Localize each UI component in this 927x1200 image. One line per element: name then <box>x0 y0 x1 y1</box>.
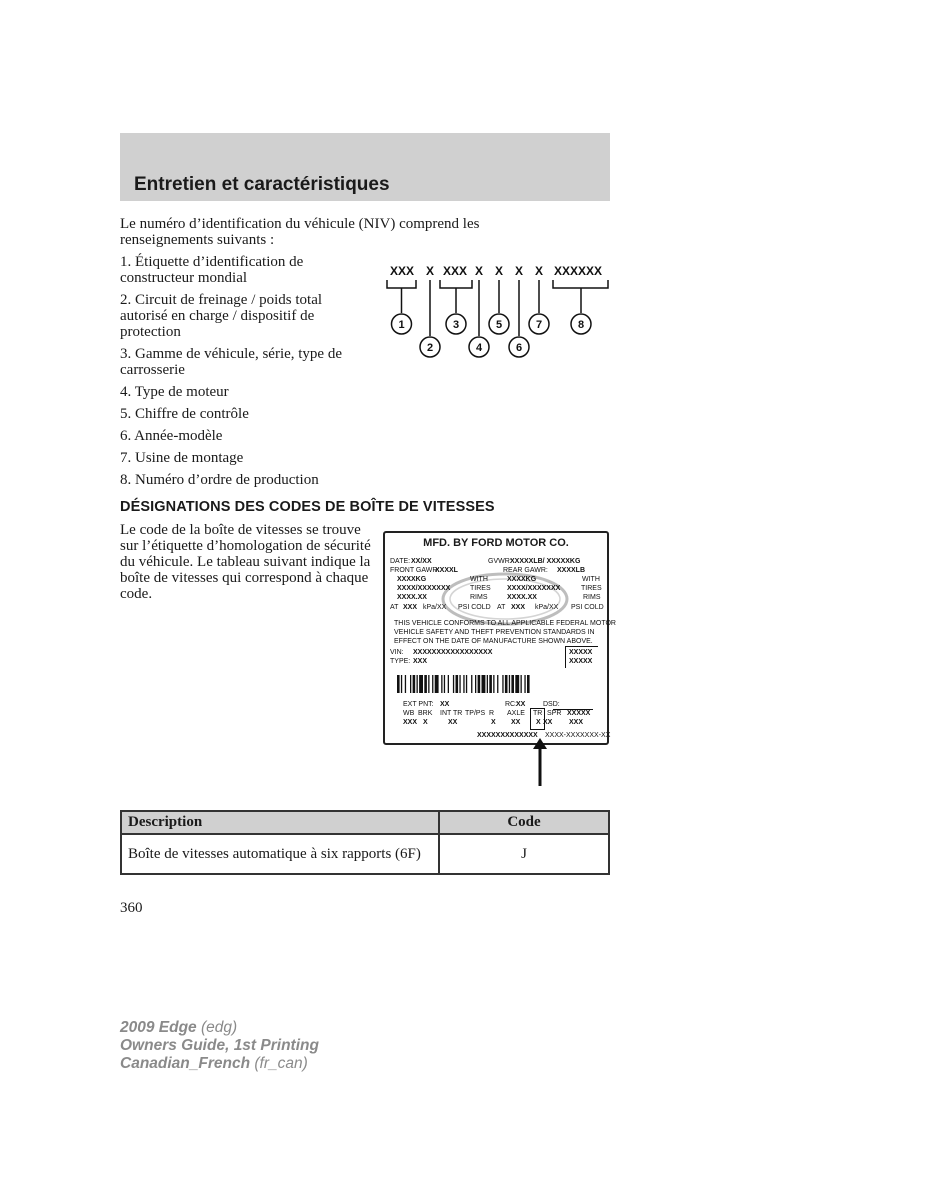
bottom-part-number: XXXX-XXXXXXX-XX <box>545 732 611 739</box>
psi-cold-rear: PSI COLD <box>571 604 604 611</box>
rear-pressure-kpa: XXX <box>511 604 526 611</box>
ext-pnt-label: EXT PNT: <box>403 701 434 708</box>
rear-kg-value: XXXXKG <box>507 576 537 583</box>
barcode-bar <box>417 675 418 693</box>
vin-group-1: XXX <box>390 264 415 278</box>
section-title: Entretien et caractéristiques <box>134 174 390 195</box>
barcode-bar <box>475 675 476 693</box>
list-item: 1. Étiquette d’identification de constructeur mondial <box>120 254 304 286</box>
gvwr-value: XXXXXLB/ XXXXXKG <box>510 558 581 565</box>
callout-1: 1 <box>398 319 405 331</box>
barcode-bar <box>524 675 525 693</box>
transmission-heading: DÉSIGNATIONS DES CODES DE BOÎTE DE VITESSES <box>120 499 495 515</box>
at-label-front: AT <box>390 604 399 611</box>
table-header-row <box>121 811 609 834</box>
rear-gawr-label: REAR GAWR: <box>503 567 548 574</box>
list-item: 6. Année-modèle <box>120 428 223 444</box>
rc-label: RC: <box>505 701 518 708</box>
barcode-bar <box>444 675 445 693</box>
barcode-bar <box>463 675 464 693</box>
transmission-code-table <box>120 810 610 875</box>
front-rims-value: XXXX.XX <box>397 594 427 601</box>
transmission-code-arrow-icon <box>528 738 552 788</box>
list-item: 8. Numéro d’ordre de production <box>120 472 319 488</box>
code-box-line-2: XXXXX <box>569 658 593 665</box>
list-item: 7. Usine de montage <box>120 450 244 466</box>
footer-model-code: (edg) <box>201 1019 238 1036</box>
psi-cold-front: PSI COLD <box>458 604 491 611</box>
section-header-band <box>120 133 610 201</box>
with-label-front: WITH <box>470 576 488 583</box>
barcode-bar <box>505 675 508 693</box>
rims-label-front: RIMS <box>470 594 488 601</box>
codes-extra-value: XXXXX <box>567 710 591 717</box>
barcode-bar <box>410 675 411 693</box>
barcode-bar <box>509 675 510 693</box>
barcode-bar <box>441 675 442 693</box>
column-header-description: Description <box>121 811 439 834</box>
tr-value: X <box>536 719 541 726</box>
vin-label: VIN: <box>390 649 404 656</box>
ext-pnt-value: XX <box>440 701 450 708</box>
vin-value: XXXXXXXXXXXXXXXXX <box>413 649 493 656</box>
date-value: XX/XX <box>411 558 432 565</box>
barcode-bar <box>459 675 460 693</box>
axle-label: AXLE <box>507 710 525 717</box>
wb-value: XXX <box>403 719 418 726</box>
footer-line-model <box>120 1019 319 1037</box>
barcode-bar <box>424 675 427 693</box>
callout-2: 2 <box>426 342 434 354</box>
barcode-bar <box>397 675 400 693</box>
code-box-line-1: XXXXX <box>569 649 593 656</box>
barcode-bar <box>428 675 429 693</box>
vin-group-5: X <box>495 264 504 278</box>
dsd-label: DSD: <box>543 701 560 708</box>
cell-description: Boîte de vitesses automatique à six rapports (6F) <box>121 834 439 874</box>
int-tr-value: XX <box>448 719 458 726</box>
list-item: 5. Chiffre de contrôle <box>120 406 249 422</box>
transmission-code-highlight <box>530 708 545 730</box>
certification-label <box>383 531 616 745</box>
page-number: 360 <box>120 900 143 916</box>
gvwr-label: GVWR: <box>488 558 512 565</box>
callout-3: 3 <box>452 319 460 331</box>
vin-group-3: XXX <box>443 264 468 278</box>
vin-group-7: X <box>535 264 544 278</box>
at-label-rear: AT <box>497 604 506 611</box>
callout-4: 4 <box>475 342 483 354</box>
spr-value: XX <box>543 719 553 726</box>
front-tires-value: XXXX/XXXXXXX <box>397 585 451 592</box>
tires-label-front: TIRES <box>470 585 491 592</box>
barcode-bar <box>478 675 481 693</box>
type-label: TYPE: <box>390 658 411 665</box>
barcode-bar <box>521 675 522 693</box>
int-tr-label: INT TR <box>440 710 463 717</box>
vin-diagram <box>378 258 618 363</box>
rc-value: XX <box>516 701 526 708</box>
barcode-bar <box>487 675 488 693</box>
rear-pressure-unit: kPa/XX <box>535 604 559 611</box>
barcode-bar <box>489 675 492 693</box>
rear-tires-value: XXXX/XXXXXXX <box>507 585 561 592</box>
brk-label: BRK <box>418 710 433 717</box>
extra-value: XXX <box>569 719 584 726</box>
tires-label-rear: TIRES <box>581 585 602 592</box>
footer-language-code: (fr_can) <box>254 1055 308 1072</box>
transmission-paragraph: Le code de la boîte de vitesses se trouve sur l’étiquette d’homologation de sécurité du véhicule. Le tableau suivant indique la boîte de vitesses qui correspond à chaque code. <box>120 522 371 602</box>
barcode <box>397 675 597 695</box>
callout-8: 8 <box>577 319 585 331</box>
cell-code: J <box>439 834 609 874</box>
barcode-bar <box>456 675 459 693</box>
conformity-line-2: VEHICLE SAFETY AND THEFT PREVENTION STANDARDS IN <box>394 629 595 636</box>
with-label-rear: WITH <box>582 576 600 583</box>
barcode-bar <box>515 675 519 693</box>
bottom-serial: XXXXXXXXXXXXX <box>477 732 538 739</box>
barcode-bar <box>527 675 530 693</box>
spr-label: SPR <box>547 710 562 717</box>
conformity-line-3: EFFECT ON THE DATE OF MANUFACTURE SHOWN ABOVE. <box>394 638 593 645</box>
r-value: X <box>491 719 496 726</box>
footer-model: 2009 Edge <box>120 1019 197 1036</box>
callout-5: 5 <box>495 319 503 331</box>
barcode-bar <box>405 675 406 693</box>
list-item: 3. Gamme de véhicule, série, type de carrosserie <box>120 346 342 378</box>
rims-label-rear: RIMS <box>583 594 601 601</box>
footer-line-language <box>120 1055 319 1073</box>
barcode-bar <box>453 675 454 693</box>
barcode-bar <box>511 675 514 693</box>
type-value: XXX <box>413 658 428 665</box>
front-pressure-unit: kPa/XX <box>423 604 447 611</box>
vin-component-list <box>120 254 365 494</box>
callout-6: 6 <box>515 342 523 354</box>
barcode-bar <box>413 675 416 693</box>
barcode-bar <box>419 675 423 693</box>
rear-gawr-value: XXXXLB <box>557 567 586 574</box>
brk-value: X <box>423 719 428 726</box>
rear-rims-value: XXXX.XX <box>507 594 537 601</box>
barcode-bar <box>466 675 467 693</box>
footer-edition-info <box>120 1019 319 1073</box>
intro-paragraph: Le numéro d’identification du véhicule (NIV) comprend les renseignements suivants : <box>120 216 480 248</box>
barcode-bar <box>435 675 439 693</box>
barcode-bar <box>502 675 503 693</box>
barcode-bar <box>448 675 449 693</box>
barcode-bar <box>493 675 494 693</box>
front-gawr-label: FRONT GAWR: <box>390 567 440 574</box>
date-label: DATE: <box>390 558 411 565</box>
front-kg-value: XXXXKG <box>397 576 427 583</box>
list-item: 2. Circuit de freinage / poids total autorisé en charge / dispositif de protection <box>120 292 323 340</box>
axle-value: XX <box>511 719 521 726</box>
vin-group-4: X <box>475 264 484 278</box>
front-gawr-value: XXXXL <box>435 567 458 574</box>
column-header-code: Code <box>439 811 609 834</box>
r-label: R <box>489 710 495 717</box>
barcode-bar <box>471 675 472 693</box>
tr-label: TR <box>533 710 543 717</box>
barcode-bar <box>432 675 433 693</box>
vin-group-6: X <box>515 264 524 278</box>
barcode-bar <box>401 675 402 693</box>
list-item: 4. Type de moteur <box>120 384 229 400</box>
label-title: MFD. BY FORD MOTOR CO. <box>423 537 569 549</box>
conformity-line-1: THIS VEHICLE CONFORMS TO ALL APPLICABLE FEDERAL MOTOR <box>394 620 616 627</box>
callout-7: 7 <box>535 319 543 331</box>
barcode-bar <box>497 675 498 693</box>
wb-label: WB <box>403 710 415 717</box>
vin-group-8: XXXXXX <box>554 264 603 278</box>
table-row <box>121 834 609 874</box>
tp-ps-label: TP/PS <box>465 710 486 717</box>
barcode-bar <box>482 675 486 693</box>
front-pressure-kpa: XXX <box>403 604 418 611</box>
footer-line-guide: Owners Guide, 1st Printing <box>120 1037 319 1054</box>
vin-group-2: X <box>426 264 435 278</box>
footer-language: Canadian_French <box>120 1055 251 1072</box>
